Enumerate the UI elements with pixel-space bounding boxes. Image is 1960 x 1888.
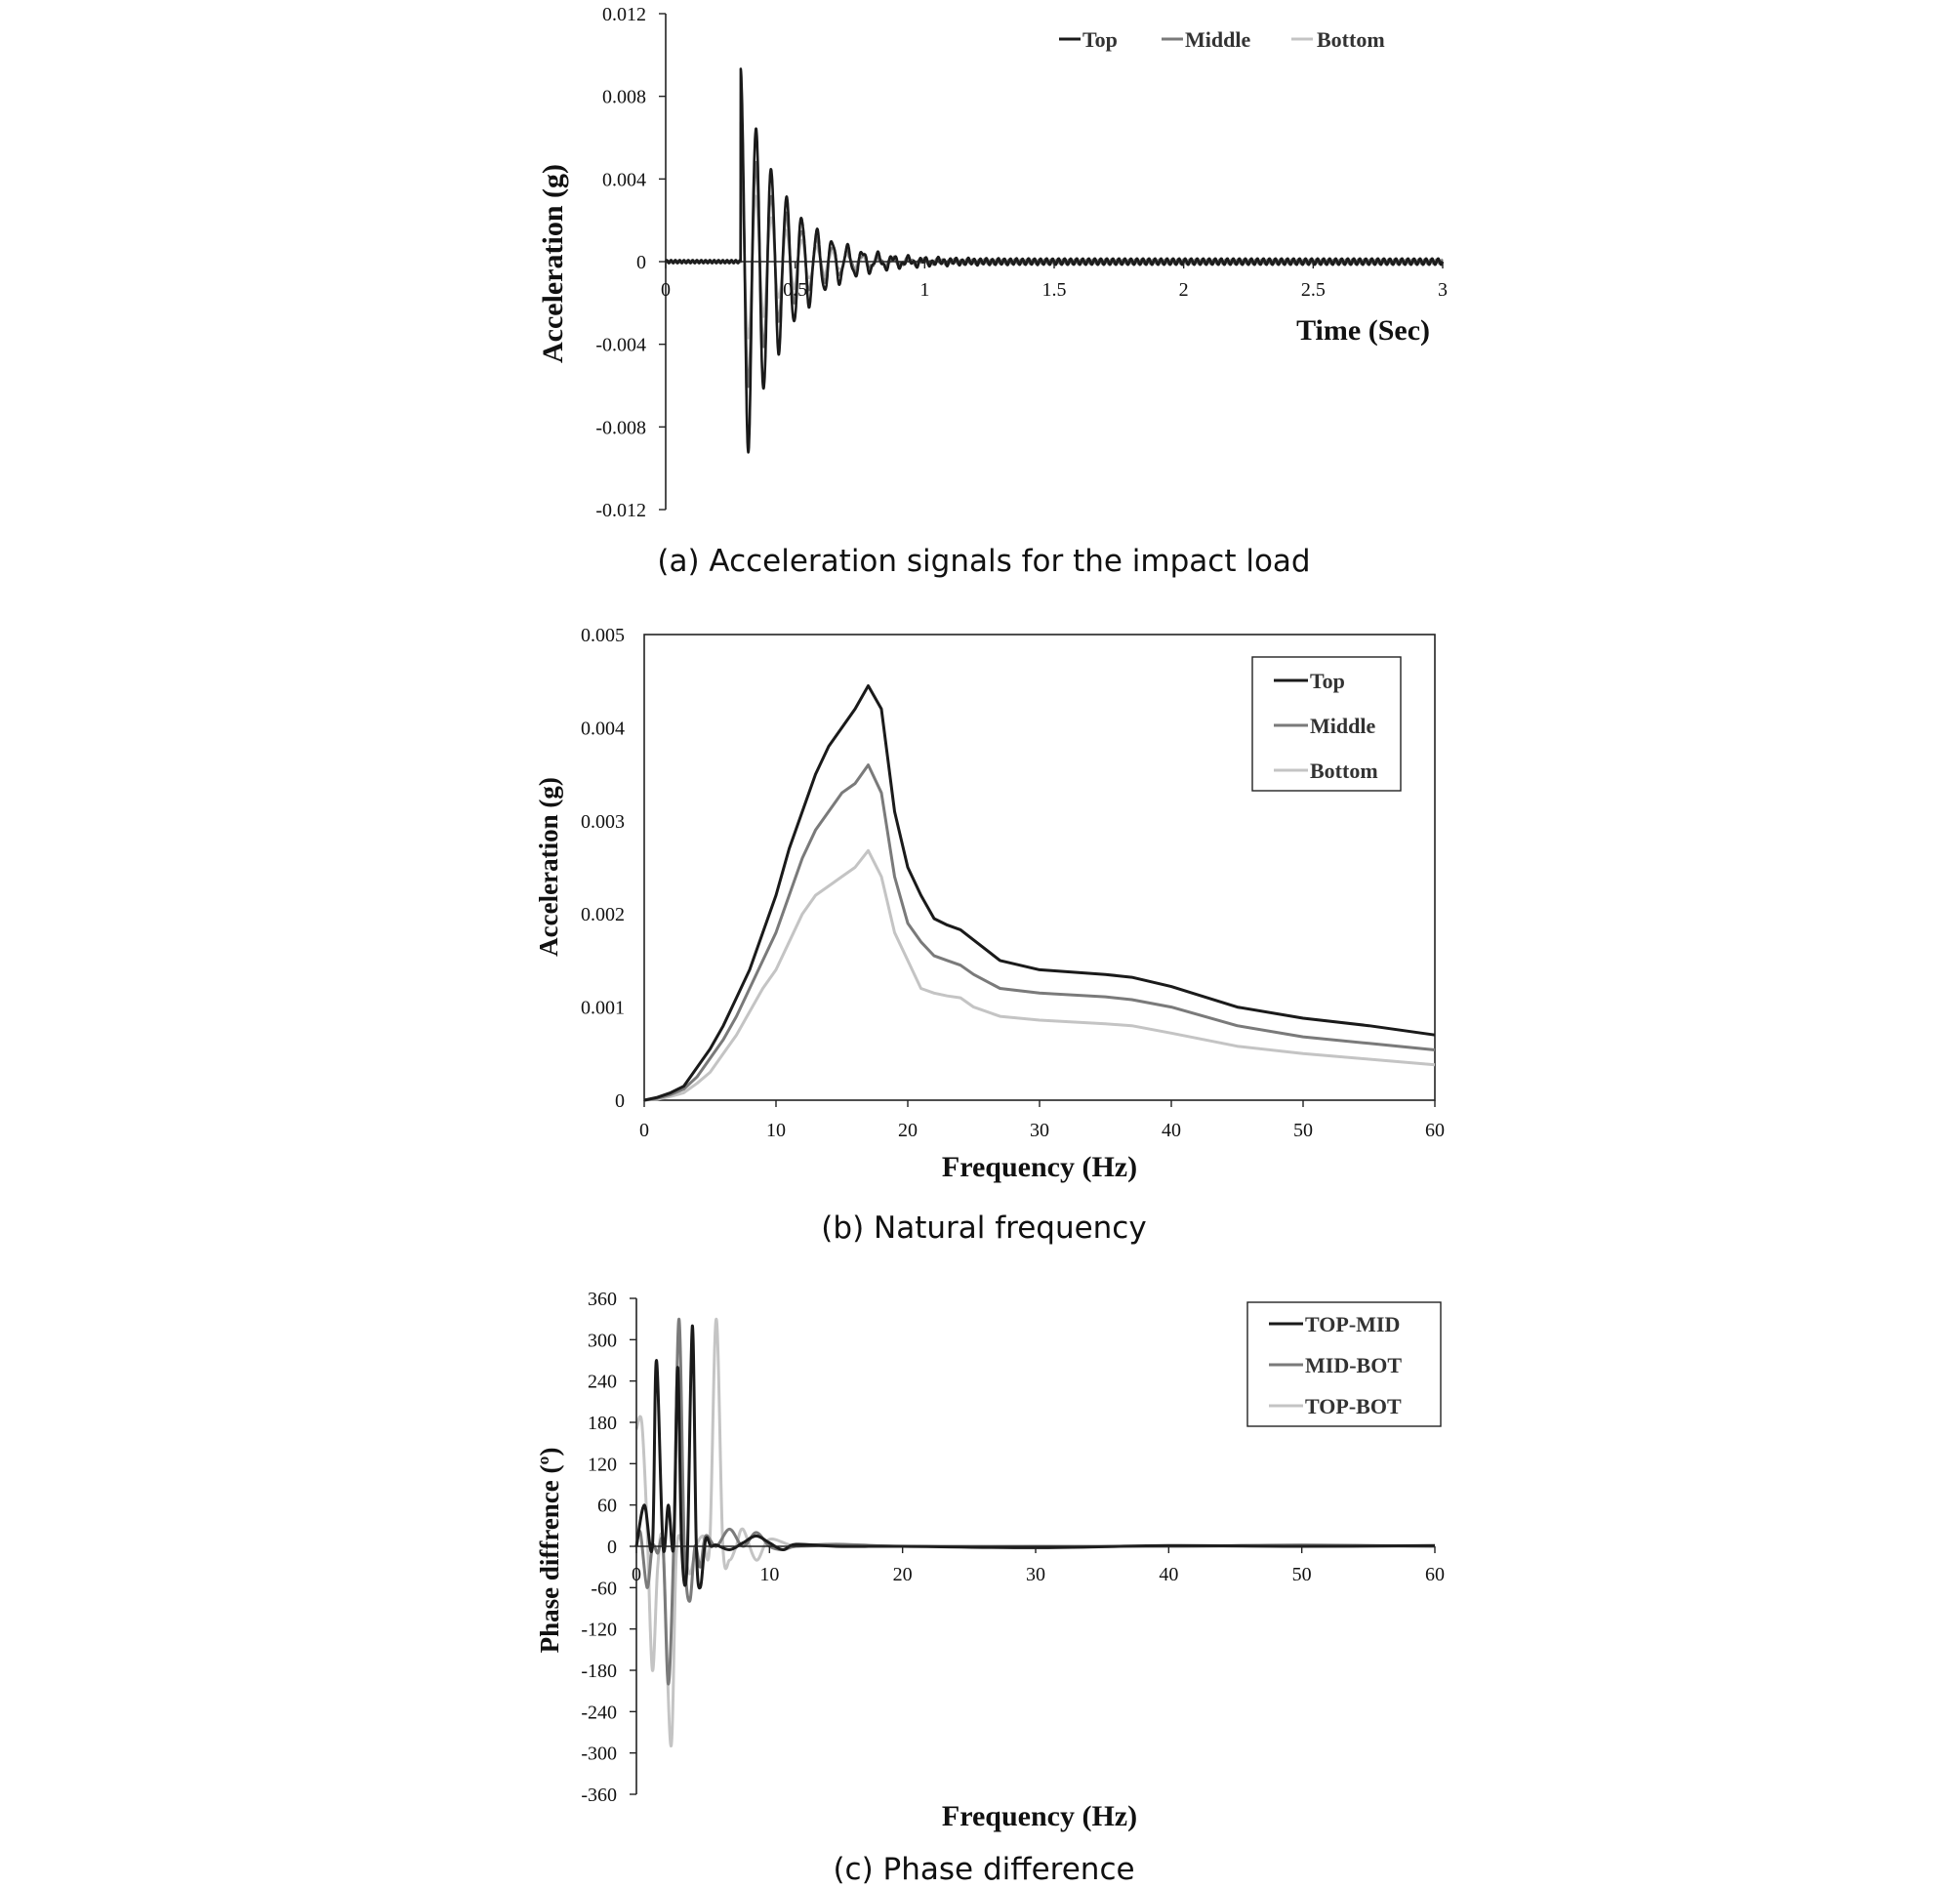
panel-a-y-tick-label: 0	[636, 252, 646, 273]
panel-c	[535, 1289, 1445, 1887]
legend-label-middle: Middle	[1185, 27, 1251, 52]
panel-b-y-tick-label: 0.002	[581, 904, 625, 926]
panel-b-x-tick-label: 30	[1030, 1120, 1049, 1141]
panel-c-x-tick-label: 60	[1425, 1564, 1445, 1585]
panel-a-x-tick-label: 0.5	[783, 279, 808, 301]
panel-c-caption: (c) Phase difference	[833, 1852, 1135, 1887]
panel-c-y-tick-label: 180	[588, 1413, 617, 1434]
panel-c-y-tick-label: 360	[588, 1289, 617, 1310]
panel-c-y-tick-label: -300	[581, 1743, 617, 1765]
panel-b	[534, 625, 1445, 1246]
panel-c-x-tick-label: 20	[892, 1564, 913, 1585]
panel-a-series-top	[666, 69, 1443, 453]
panel-b-x-tick-label: 10	[766, 1120, 786, 1141]
legend-label-bottom: Bottom	[1317, 27, 1385, 52]
panel-a-x-tick-label: 0	[661, 279, 671, 301]
panel-b-series-line-bottom	[644, 850, 1435, 1100]
panel-c-ylabel: Phase diffrence (º)	[535, 1447, 564, 1654]
panel-a-legend	[1059, 27, 1385, 52]
panel-a-y-tick-label: -0.012	[595, 500, 646, 521]
panel-b-x-tick-label: 60	[1425, 1120, 1445, 1141]
panel-c-y-tick-label: 0	[607, 1537, 617, 1558]
panel-b-series-bottom	[644, 850, 1435, 1100]
panel-b-x-tick-label: 20	[898, 1120, 918, 1141]
panel-c-xlabel: Frequency (Hz)	[941, 1800, 1138, 1832]
panel-c-y-tick-label: 240	[588, 1371, 617, 1393]
panel-a-caption: (a) Acceleration signals for the impact load	[657, 544, 1311, 579]
panel-b-caption: (b) Natural frequency	[821, 1211, 1147, 1246]
panel-a-xlabel: Time (Sec)	[1296, 314, 1430, 347]
panel-c-y-tick-label: -60	[591, 1578, 617, 1600]
panel-b-x-tick-label: 40	[1162, 1120, 1181, 1141]
panel-c-x-tick-label: 10	[759, 1564, 780, 1585]
panel-c-y-tick-label: -240	[581, 1702, 617, 1724]
panel-b-y-tick-label: 0	[615, 1090, 625, 1112]
panel-b-ylabel: Acceleration (g)	[534, 777, 563, 957]
legend-label-top: Top	[1082, 27, 1118, 52]
panel-c-y-tick-label: -360	[581, 1785, 617, 1806]
panel-b-x-tick-label: 0	[639, 1120, 649, 1141]
legend-label-middle: Middle	[1310, 714, 1376, 738]
legend-label-top-mid: TOP-MID	[1305, 1312, 1401, 1336]
panel-a-x-tick-label: 1.5	[1041, 279, 1067, 301]
legend-label-top: Top	[1310, 669, 1345, 693]
panel-c-x-tick-label: 0	[632, 1564, 641, 1585]
panel-c-y-tick-label: -120	[581, 1619, 617, 1641]
legend-label-bottom: Bottom	[1310, 759, 1378, 783]
panel-a-ylabel: Acceleration (g)	[537, 163, 569, 364]
panel-a-y-tick-label: -0.008	[595, 417, 646, 439]
panel-c-x-tick-label: 30	[1026, 1564, 1045, 1585]
panel-b-y-tick-label: 0.003	[581, 810, 625, 833]
panel-a-y-tick-label: -0.004	[595, 334, 646, 356]
legend-label-mid-bot: MID-BOT	[1305, 1353, 1402, 1377]
panel-c-legend	[1247, 1302, 1441, 1426]
panel-c-x-tick-label: 40	[1159, 1564, 1179, 1585]
panel-a-y-tick-label: 0.008	[602, 86, 646, 108]
panel-c-y-tick-label: -180	[581, 1661, 617, 1682]
panel-b-legend	[1252, 657, 1401, 791]
panel-c-x-tick-label: 50	[1291, 1564, 1312, 1585]
panel-b-y-tick-label: 0.005	[581, 625, 625, 646]
panel-a	[537, 4, 1448, 579]
panel-a-x-tick-label: 1	[919, 279, 930, 301]
panel-b-y-tick-label: 0.004	[581, 718, 625, 740]
panel-a-x-tick-label: 2	[1178, 279, 1189, 301]
panel-b-xlabel: Frequency (Hz)	[941, 1151, 1138, 1183]
panel-c-y-tick-label: 300	[588, 1330, 617, 1352]
panel-a-y-tick-label: 0.004	[602, 169, 646, 191]
legend-label-top-bot: TOP-BOT	[1305, 1394, 1402, 1418]
panel-c-y-tick-label: 120	[588, 1454, 617, 1476]
panel-a-y-tick-label: 0.012	[602, 4, 646, 25]
panel-a-x-tick-label: 3	[1438, 279, 1448, 301]
panel-a-x-tick-label: 2.5	[1300, 279, 1326, 301]
panel-c-y-tick-label: 60	[597, 1495, 617, 1517]
panel-a-series-line-top	[666, 69, 1443, 453]
panel-b-y-tick-label: 0.001	[581, 997, 625, 1019]
panel-b-x-tick-label: 50	[1293, 1120, 1313, 1141]
